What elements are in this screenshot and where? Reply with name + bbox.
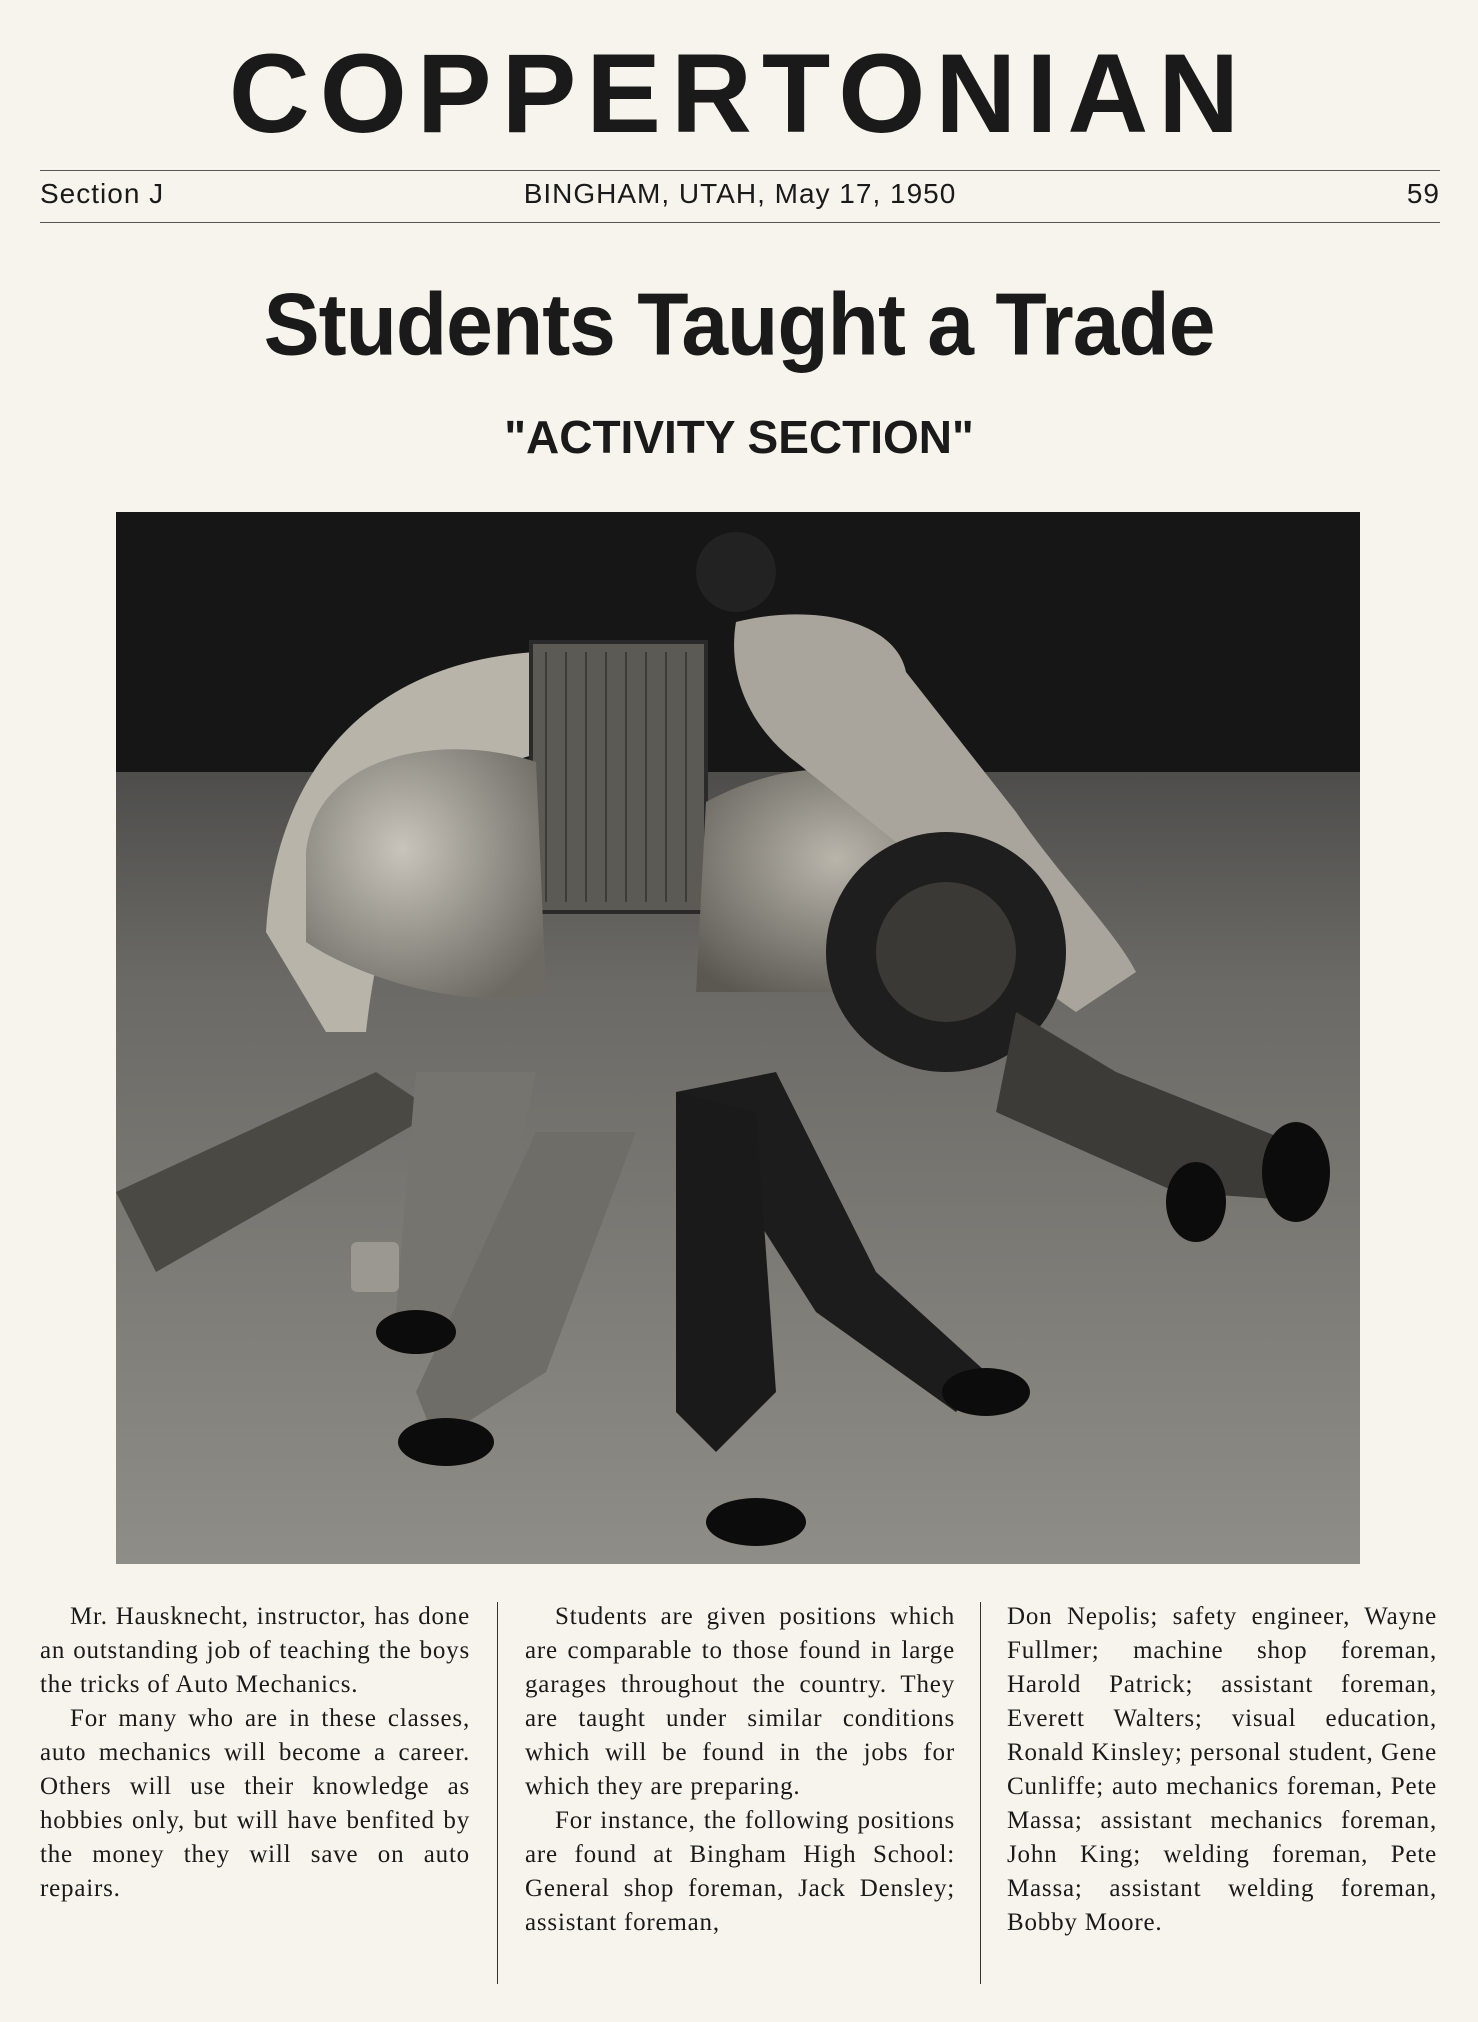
article-column-1 <box>40 1600 470 1906</box>
column-divider <box>497 1602 498 1984</box>
paragraph: Mr. Hausknecht, instructor, has done an outstanding job of teaching the boys the tricks of Auto Mechanics. <box>40 1603 470 1698</box>
top-rule <box>40 170 1440 171</box>
paragraph: Students are given positions which are comparable to those found in large garages throughout the country. They are taught under similar conditions which will be found in the jobs for which they are preparing. <box>525 1603 955 1800</box>
dateline-bar <box>40 178 1440 218</box>
masthead-title: COPPERTONIAN <box>228 31 1250 156</box>
photo-illustration <box>116 512 1360 1564</box>
paragraph: Don Nepolis; safety engineer, Wayne Fullmer; machine shop foreman, Harold Patrick; assistant foreman, Everett Walters; visual education, Ronald Kinsley; personal student, Gene Cunliffe; auto mechanics foreman, Pete Massa; assistant mechanics foreman, John King; welding foreman, Pete Massa; assistant welding foreman, Bobby Moore. <box>1007 1603 1437 1936</box>
auto-mechanics-photo <box>116 512 1360 1564</box>
bottom-rule <box>40 222 1440 223</box>
paragraph: For many who are in these classes, auto mechanics will become a career. Others will use their knowledge as hobbies only, but will have benfited by the money they will save on auto repairs. <box>40 1705 470 1902</box>
page-number: 59 <box>1406 178 1440 209</box>
dateline: BINGHAM, UTAH, May 17, 1950 <box>523 178 957 209</box>
subhead: "ACTIVITY SECTION" <box>504 411 974 463</box>
article-column-2 <box>525 1600 955 1940</box>
article-body <box>40 1600 1440 2000</box>
paragraph: For instance, the following positions are found at Bingham High School: General shop foreman, Jack Densley; assistant foreman, <box>525 1807 955 1936</box>
headline: Students Taught a Trade <box>263 274 1215 374</box>
column-divider <box>980 1602 981 1984</box>
article-column-3 <box>1007 1600 1437 1940</box>
section-label: Section J <box>40 178 165 209</box>
